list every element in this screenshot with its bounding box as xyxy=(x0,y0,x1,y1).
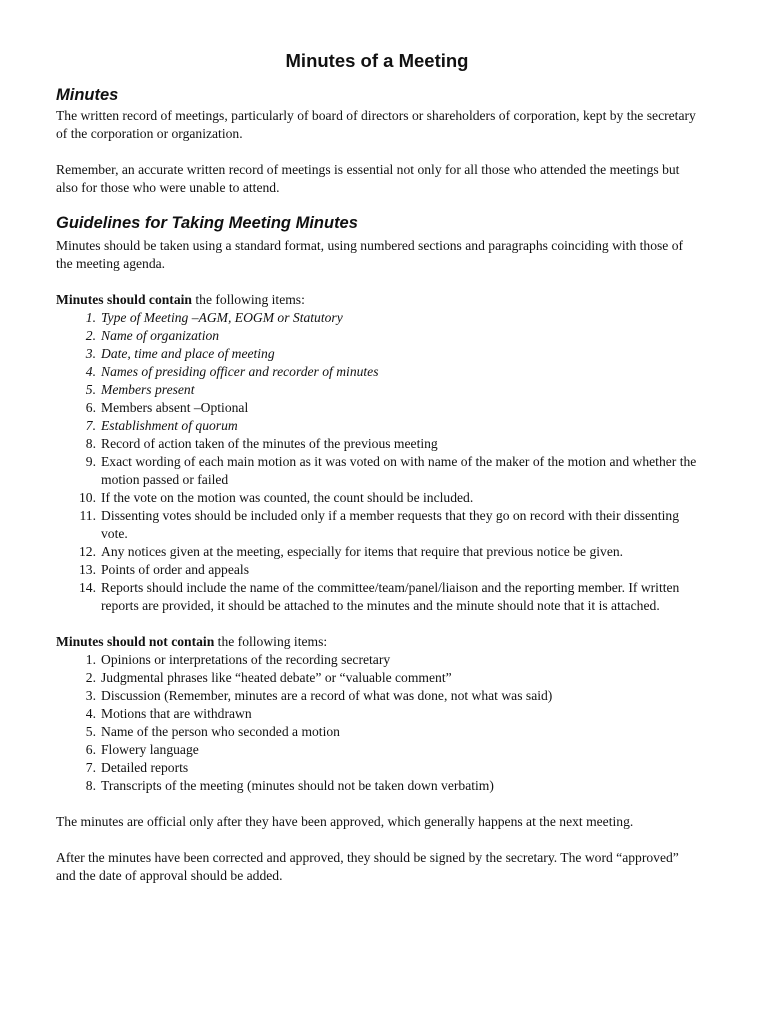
list-item: 9. Exact wording of each main motion as it was voted on with name of the maker of the motion and whether the motion passed or failed xyxy=(85,454,697,487)
guidelines-intro: Minutes should be taken using a standard format, using numbered sections and paragraphs coinciding with those of the meeting agenda. xyxy=(56,238,684,271)
list-item: 3. Discussion (Remember, minutes are a record of what was done, not what was said) xyxy=(85,688,553,703)
signed-paragraph: After the minutes have been corrected and approved, they should be signed by the secretary. The word “approved” and the date of approval should be added. xyxy=(56,850,679,883)
list-item: 1. Opinions or interpretations of the recording secretary xyxy=(85,652,391,667)
list-item: 6. Flowery language xyxy=(85,742,199,757)
list-item: 12. Any notices given at the meeting, especially for items that require that previous notice be given. xyxy=(79,544,624,559)
not-contain-list xyxy=(56,651,698,795)
heading-guidelines: Guidelines for Taking Meeting Minutes xyxy=(56,214,358,232)
list-item: 2. Judgmental phrases like “heated debate” or “valuable comment” xyxy=(85,670,452,685)
list-item: 5. Name of the person who seconded a motion xyxy=(85,724,340,739)
list-item: 8. Transcripts of the meeting (minutes should not be taken down verbatim) xyxy=(85,778,494,793)
list-item: 5. Members present xyxy=(85,382,195,397)
list-item: 14. Reports should include the name of the committee/team/panel/liaison and the reporting member. If written reports are provided, it should be attached to the minutes and the minute should note that it is attached. xyxy=(79,580,680,613)
list-item: 13. Points of order and appeals xyxy=(79,562,249,577)
list-item: 2. Name of organization xyxy=(85,328,220,343)
document-title: Minutes of a Meeting xyxy=(285,50,469,71)
list-item: 7. Establishment of quorum xyxy=(85,418,238,433)
not-contain-lead-bold: Minutes should not contain xyxy=(56,634,215,649)
contain-lead-bold: Minutes should contain xyxy=(56,292,192,307)
minutes-definition: The written record of meetings, particularly of board of directors or shareholders of corporation, kept by the secretary of the corporation or organization. xyxy=(56,108,696,141)
heading-minutes: Minutes xyxy=(56,86,119,104)
list-item: 4. Motions that are withdrawn xyxy=(85,706,252,721)
not-contain-lead xyxy=(56,633,698,651)
list-item: 4. Names of presiding officer and recorder of minutes xyxy=(85,364,379,379)
contain-list xyxy=(56,309,698,615)
list-item: 6. Members absent –Optional xyxy=(85,400,249,415)
list-item: 10. If the vote on the motion was counted, the count should be included. xyxy=(79,490,474,505)
not-contain-lead-rest: the following items: xyxy=(214,634,328,649)
minutes-remember: Remember, an accurate written record of meetings is essential not only for all those who attended the meetings but also for those who were unable to attend. xyxy=(56,162,680,195)
list-item: 11. Dissenting votes should be included only if a member requests that they go on record with their dissenting vote. xyxy=(79,508,679,541)
list-item: 8. Record of action taken of the minutes of the previous meeting xyxy=(85,436,438,451)
list-item: 1. Type of Meeting –AGM, EOGM or Statutory xyxy=(85,310,343,325)
contain-lead xyxy=(56,291,698,309)
list-item: 7. Detailed reports xyxy=(85,760,189,775)
list-item: 3. Date, time and place of meeting xyxy=(85,346,275,361)
official-paragraph: The minutes are official only after they have been approved, which generally happens at the next meeting. xyxy=(56,814,634,829)
contain-lead-rest: the following items: xyxy=(191,292,305,307)
